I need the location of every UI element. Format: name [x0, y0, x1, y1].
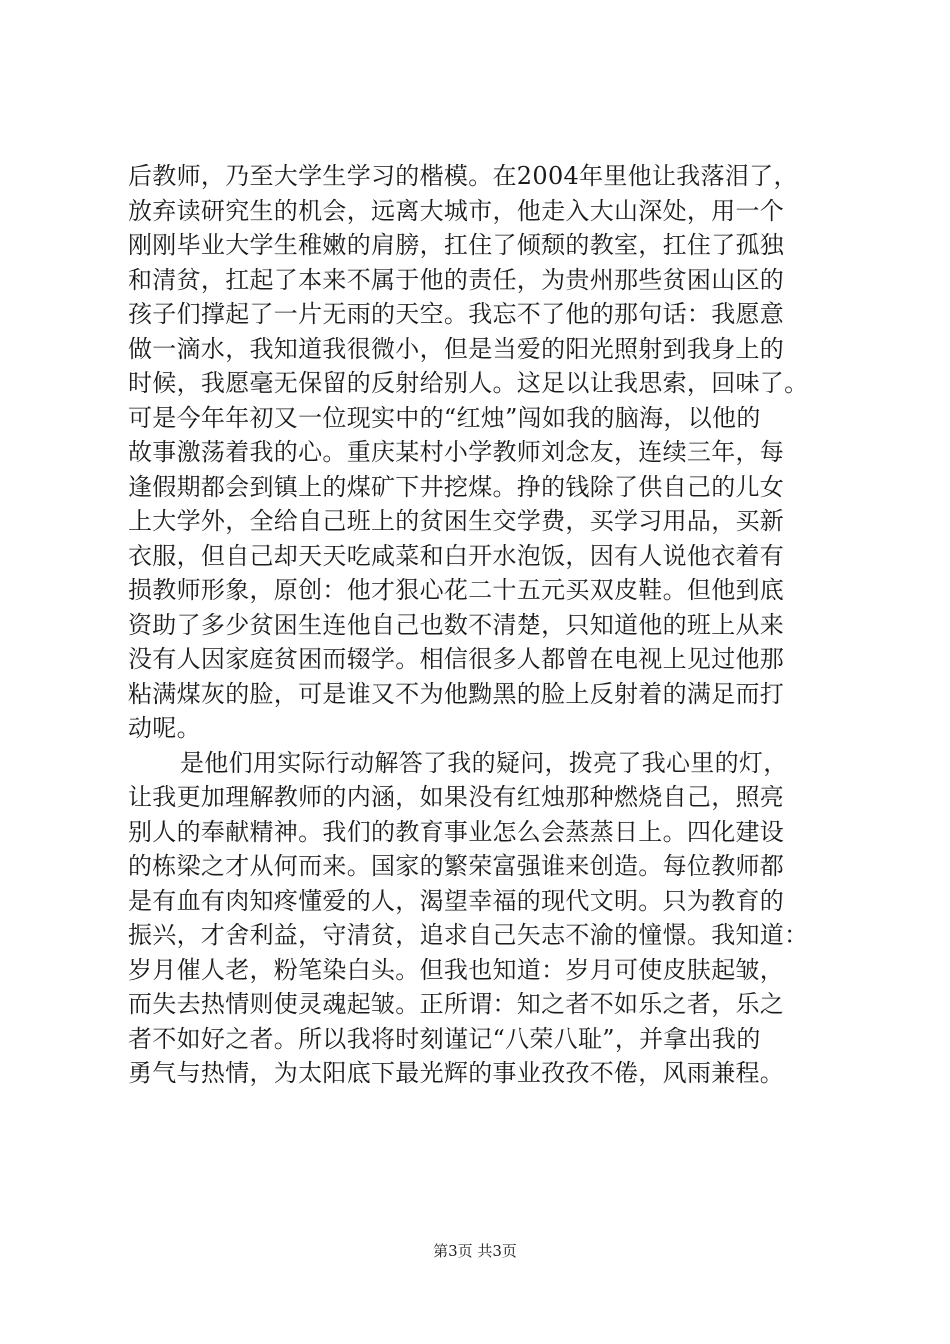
- text-line: 和清贫，扛起了本来不属于他的责任，为贵州那些贫困山区的: [128, 265, 785, 294]
- text-line: 损教师形象，原创：他才狠心花二十五元买双皮鞋。但他到底: [128, 576, 785, 604]
- text-line: 粘满煤灰的脸，可是谁又不为他黝黑的脸上反射着的满足而打: [128, 679, 785, 708]
- text-line: 时候，我愿毫无保留的反射给别人。这足以让我思索，回味了。: [128, 369, 809, 397]
- text-line: 的栋梁之才从何而来。国家的繁荣富强谁来创造。每位教师都: [128, 852, 785, 880]
- text-line: 上大学外，全给自己班上的贫困生交学费，买学习用品，买新: [128, 507, 785, 535]
- text-line: 故事激荡着我的心。重庆某村小学教师刘念友，连续三年，每: [128, 438, 785, 466]
- paragraph-1: [128, 159, 828, 746]
- text-line: 可是今年年初又一位现实中的“红烛”闯如我的脑海，以他的: [128, 403, 761, 432]
- text-line: 是有血有肉知疼懂爱的人，渴望幸福的现代文明。只为教育的: [128, 886, 785, 915]
- text-line: 做一滴水，我知道我很微小，但是当爱的阳光照射到我身上的: [128, 334, 785, 363]
- text-line: 逢假期都会到镇上的煤矿下井挖煤。挣的钱除了供自己的儿女: [128, 472, 785, 501]
- text-line: 后教师，乃至大学生学习的楷模。在2004年里他让我落泪了，: [128, 162, 798, 190]
- text-line: 岁月催人老，粉笔染白头。但我也知道：岁月可使皮肤起皱，: [128, 955, 785, 984]
- text-line: 动呢。: [128, 714, 201, 742]
- text-line: 而失去热情则使灵魂起皱。正所谓：知之者不如乐之者，乐之: [128, 990, 785, 1018]
- text-line: 刚刚毕业大学生稚嫩的肩膀，扛住了倾颓的教室，扛住了孤独: [128, 231, 785, 259]
- text-line: 勇气与热情，为太阳底下最光辉的事业孜孜不倦，风雨兼程。: [128, 1059, 785, 1087]
- text-line: 别人的奉献精神。我们的教育事业怎么会蒸蒸日上。四化建设: [128, 817, 785, 846]
- text-line: 孩子们撑起了一片无雨的天空。我忘不了他的那句话：我愿意: [128, 300, 785, 328]
- page-footer: [0, 1241, 950, 1261]
- paragraph-2: [128, 746, 828, 1091]
- page-number-label: 第3页 共3页: [433, 1242, 517, 1260]
- text-line-indented: 是他们用实际行动解答了我的疑问，拨亮了我心里的灯，: [180, 748, 788, 777]
- text-line: 让我更加理解教师的内涵，如果没有红烛那种燃烧自己，照亮: [128, 783, 785, 811]
- document-body: [128, 159, 828, 1091]
- text-line: 振兴，才舍利益，守清贫，追求自己矢志不渝的憧憬。我知道：: [128, 921, 809, 949]
- text-line: 放弃读研究生的机会，远离大城市，他走入大山深处，用一个: [128, 196, 785, 225]
- text-line: 资助了多少贫困生连他自己也数不清楚，只知道他的班上从来: [128, 610, 785, 639]
- text-line: 没有人因家庭贫困而辍学。相信很多人都曾在电视上见过他那: [128, 645, 785, 673]
- text-line: 衣服，但自己却天天吃咸菜和白开水泡饭，因有人说他衣着有: [128, 541, 785, 570]
- text-line: 者不如好之者。所以我将时刻谨记“八荣八耻”，并拿出我的: [128, 1024, 761, 1053]
